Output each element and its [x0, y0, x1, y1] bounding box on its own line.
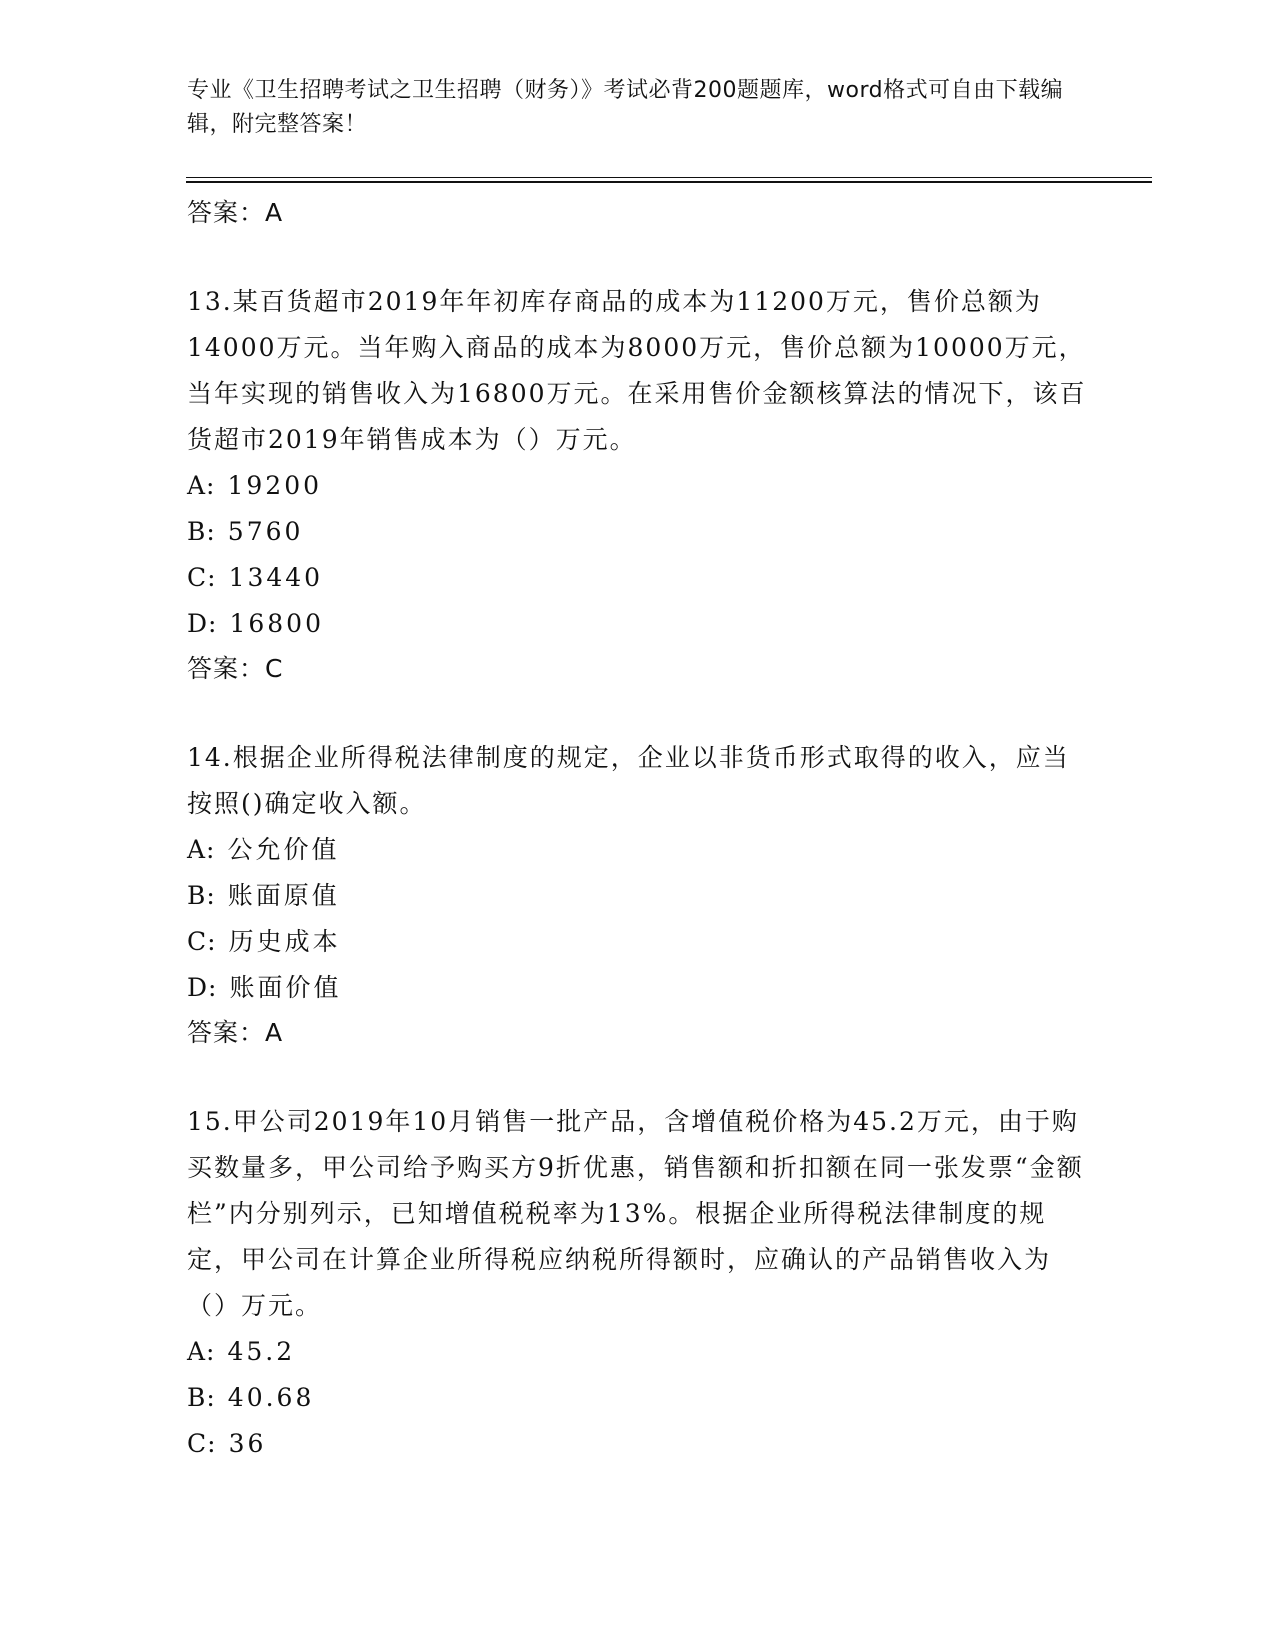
option-text: 45.2: [227, 1337, 296, 1366]
option-d: [187, 965, 1087, 1011]
option-text: 公允价值: [227, 835, 340, 864]
option-key: A:: [187, 1337, 216, 1366]
option-d: [187, 601, 1087, 647]
option-b: [187, 1375, 1087, 1421]
question-block: [187, 1099, 1087, 1467]
option-a: [187, 827, 1087, 873]
option-key: D:: [187, 973, 218, 1002]
option-c: [187, 555, 1087, 601]
option-key: D:: [187, 609, 218, 638]
answer-line: 答案：C: [187, 654, 284, 683]
option-key: C:: [187, 563, 217, 592]
option-key: C:: [187, 927, 217, 956]
option-b: [187, 873, 1087, 919]
answer-line: 答案：A: [187, 1018, 284, 1047]
option-key: B:: [187, 1383, 216, 1412]
option-key: C:: [187, 1429, 217, 1458]
option-text: 16800: [229, 609, 324, 638]
option-text: 历史成本: [228, 927, 341, 956]
option-text: 5760: [227, 517, 304, 546]
option-a: [187, 1329, 1087, 1375]
option-text: 19200: [227, 471, 323, 500]
option-text: 13440: [228, 563, 324, 592]
option-a: [187, 463, 1087, 509]
header-rule-thick: [186, 181, 1152, 183]
header-rule-thin: [186, 177, 1152, 178]
document-header: 专业《卫生招聘考试之卫生招聘（财务）》考试必背200题题库，word格式可自由下载编辑，附完整答案！: [187, 78, 1064, 137]
option-text: 40.68: [227, 1383, 315, 1412]
option-key: A:: [187, 471, 216, 500]
question-stem: 14.根据企业所得税法律制度的规定，企业以非货币形式取得的收入，应当按照()确定收入额。: [187, 743, 1070, 818]
question-list: [187, 191, 1087, 1467]
option-c: [187, 919, 1087, 965]
option-text: 36: [228, 1429, 267, 1458]
option-b: [187, 509, 1087, 555]
answer-line: 答案：A: [187, 198, 284, 227]
question-block: [187, 279, 1087, 691]
question-block: [187, 735, 1087, 1055]
option-key: B:: [187, 881, 216, 910]
option-c: [187, 1421, 1087, 1467]
question-stem: 13.某百货超市2019年年初库存商品的成本为11200万元，售价总额为14000万元。当年购入商品的成本为8000万元，售价总额为10000万元，当年实现的销售收入为16800万元。在采用售价金额核算法的情况下，该百货超市2019年销售成本为（）万元。: [187, 287, 1087, 454]
option-key: B:: [187, 517, 216, 546]
option-key: A:: [187, 835, 216, 864]
option-text: 账面原值: [227, 881, 340, 910]
option-text: 账面价值: [229, 973, 342, 1002]
question-stem: 15.甲公司2019年10月销售一批产品，含增值税价格为45.2万元，由于购买数量多，甲公司给予购买方9折优惠，销售额和折扣额在同一张发票“金额栏”内分别列示，已知增值税税率为13%。根据企业所得税法律制度的规定，甲公司在计算企业所得税应纳税所得额时，应确认的产品销售收入为（）万元。: [187, 1107, 1084, 1320]
